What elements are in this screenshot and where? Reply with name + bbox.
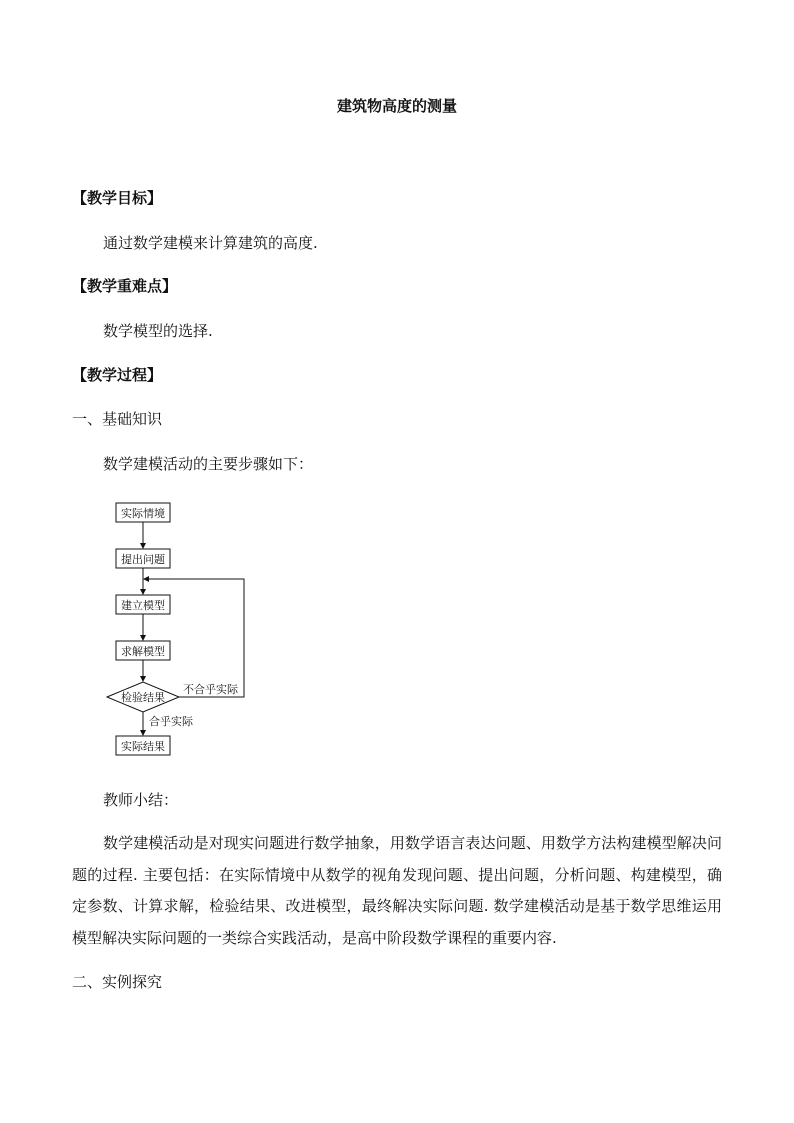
teacher-summary-label: 教师小结：: [103, 791, 179, 809]
goal-text: 通过数学建模来计算建筑的高度.: [103, 234, 318, 252]
goal-heading: 【教学目标】: [72, 189, 163, 207]
part1-intro: 数学建模活动的主要步骤如下：: [103, 455, 314, 473]
flow-result-label: 实际结果: [121, 740, 165, 753]
flow-step1-label: 实际情境: [121, 507, 165, 520]
part1-heading: 一、基础知识: [72, 410, 163, 428]
flow-step4-label: 求解模型: [121, 645, 165, 658]
key-points-heading: 【教学重难点】: [72, 277, 178, 295]
flow-no-label: 不合乎实际: [183, 683, 238, 696]
modeling-flowchart: [100, 495, 260, 765]
part2-heading: 二、实例探究: [72, 973, 163, 991]
document-title: 建筑物高度的测量: [336, 97, 457, 115]
teacher-summary-text: 数学建模活动是对现实问题进行数学抽象，用数学语言表达问题、用数学方法构建模型解决问题的过程. 主要包括：在实际情境中从数学的视角发现问题、提出问题，分析问题、构建模型，确定参数、计算求解，检验结果、改进模型，最终解决实际问题. 数学建模活动是基于数学思维运用模型解决实际问题的一类综合实践活动，是高中阶段数学课程的重要内容.: [72, 834, 722, 947]
flow-step2-label: 提出问题: [121, 553, 165, 566]
flow-yes-label: 合乎实际: [149, 715, 193, 728]
flow-step3-label: 建立模型: [121, 599, 165, 612]
process-heading: 【教学过程】: [72, 366, 163, 384]
key-points-text: 数学模型的选择.: [103, 322, 213, 340]
flow-check-label: 检验结果: [121, 691, 165, 704]
